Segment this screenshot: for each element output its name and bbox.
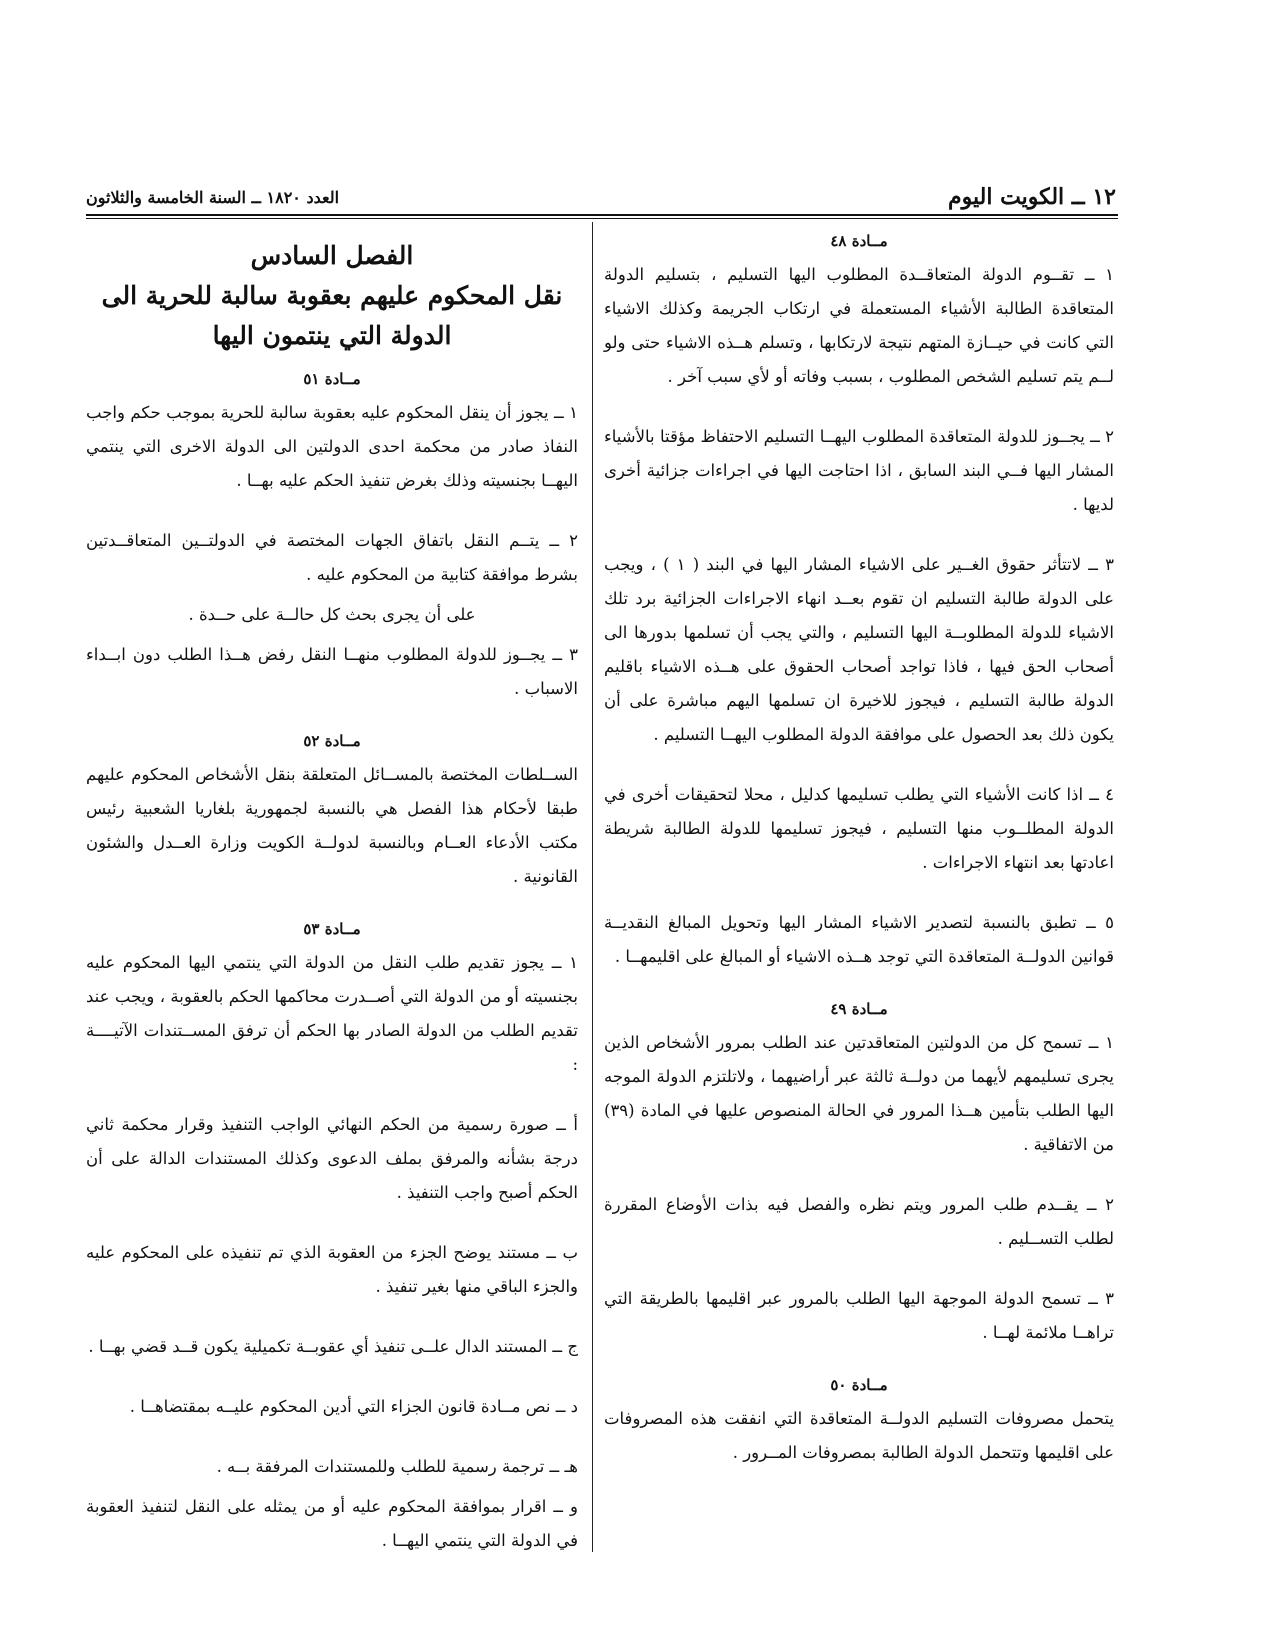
- paragraph: أ ــ صورة رسمية من الحكم النهائي الواجب التنفيذ وقرار محكمة ثاني درجة بشأنه والمرفق بملف الدعوى وكذلك المستندات الدالة على أن الحكم أصبح واجب التنفيذ .: [86, 1115, 578, 1202]
- left-column-body: [86, 370, 578, 1558]
- paragraph: ٢ ــ يجــوز للدولة المتعاقدة المطلوب اليهــا التسليم الاحتفاظ مؤقتا بالأشياء المشار اليها فــي البند السابق ، اذا احتاجت اليها في اجراءات جزائية أخرى لديها .: [604, 427, 1114, 514]
- chapter-title: الفصل السادس: [250, 241, 414, 270]
- paragraph: ٣ ــ يجــوز للدولة المطلوب منهــا النقل رفض هــذا الطلب دون ابــداء الاسباب .: [86, 645, 578, 698]
- paragraph: ١ ــ تقــوم الدولة المتعاقــدة المطلوب اليها التسليم ، بتسليم الدولة المتعاقدة الطالبة الأشياء المستعملة في ارتكاب الجريمة وكذلك الاشياء التي كانت في حيــازة المتهم نتيجة لارتكابها ، وتسلم هــذه الاشياء حتى ولو لــم يتم تسليم الشخص المطلوب ، بسبب وفاته أو لأي سبب آخر .: [604, 265, 1114, 386]
- left-column: [86, 236, 578, 1564]
- article-heading: مــادة ٤٩: [830, 1000, 888, 1018]
- paragraph: ١ ــ يجوز أن ينقل المحكوم عليه بعقوبة سالبة للحرية بموجب حكم واجب النفاذ صادر من محكمة احدى الدولتين الى الدولة الاخرى التي ينتمي اليهــا بجنسيته وذلك بغرض تنفيذ الحكم عليه بهــا .: [86, 403, 578, 490]
- issue-info: العدد ١٨٢٠ ــ السنة الخامسة والثلاثون: [86, 188, 340, 207]
- paragraph: هـ ــ ترجمة رسمية للطلب وللمستندات المرفقة بــه .: [216, 1457, 578, 1476]
- page-header: [86, 184, 1116, 214]
- paragraph: ٣ ــ تسمح الدولة الموجهة اليها الطلب بالمرور عبر اقليمها بالطريقة التي تراهــا ملائمة لهــا .: [604, 1289, 1114, 1342]
- paragraph: ١ ــ تسمح كل من الدولتين المتعاقدتين عند الطلب بمرور الأشخاص الذين يجرى تسليمهم لأيهما من دولــة ثالثة عبر أراضيهما ، ولاتلتزم الدولة الموجه اليها الطلب بتأمين هــذا المرور في الحالة المنصوص عليها في المادة (٣٩) من الاتفاقية .: [604, 1033, 1114, 1154]
- paragraph: ٥ ــ تطبق بالنسبة لتصدير الاشياء المشار اليها وتحويل المبالغ النقديــة قوانين الدولــة المتعاقدة التي توجد هــذه الاشياء أو المبالغ على اقليمهــا .: [604, 913, 1114, 966]
- paragraph: ج ــ المستند الدال علــى تنفيذ أي عقوبــة تكميلية يكون قــد قضي بهــا .: [88, 1337, 578, 1356]
- article-heading: مــادة ٤٨: [830, 232, 888, 250]
- article-heading: مــادة ٥١: [303, 370, 361, 388]
- paragraph: ٢ ــ يقــدم طلب المرور ويتم نظره والفصل فيه بذات الأوضاع المقررة لطلب التســليم .: [604, 1195, 1114, 1248]
- article-heading: مــادة ٥٢: [303, 732, 361, 750]
- paragraph: يتحمل مصروفات التسليم الدولــة المتعاقدة التي انفقت هذه المصروفات على اقليمها وتتحمل الدولة الطالبة بمصروفات المــرور .: [604, 1409, 1114, 1462]
- page-title: ١٢ ــ الكويت اليوم: [947, 184, 1116, 210]
- paragraph: و ــ اقرار بموافقة المحكوم عليه أو من يمثله على النقل لتنفيذ العقوبة في الدولة التي ينتمي اليهــا .: [86, 1497, 578, 1550]
- paragraph: على أن يجرى بحث كل حالــة على حــدة .: [188, 605, 476, 624]
- paragraph: د ــ نص مــادة قانون الجزاء التي أدين المحكوم عليــه بمقتضاهــا .: [129, 1397, 578, 1416]
- article-heading: مــادة ٥٠: [830, 1376, 888, 1394]
- article-heading: مــادة ٥٣: [303, 920, 361, 938]
- paragraph: ب ــ مستند يوضح الجزء من العقوبة الذي تم تنفيذه على المحكوم عليه والجزء الباقي منها بغير تنفيذ .: [86, 1243, 578, 1296]
- paragraph: ٣ ــ لاتتأثر حقوق الغــير على الاشياء المشار اليها في البند ( ١ ) ، ويجب على الدولة طالبة التسليم ان تقوم بعــد انهاء الاجراءات الجزائية برد تلك الاشياء للدولة المطلوبــة اليها التسليم ، والتي يجب أن تسلمها بدورها الى أصحاب الحق فيها ، فاذا تواجد أصحاب الحقوق على هــذه الاشياء باقليم الدولة طالبة التسليم ، فيجوز للاخيرة ان تسلمها اليهم مباشرة على أن يكون ذلك بعد الحصول على موافقة الدولة المطلوب اليهــا التسليم .: [604, 555, 1114, 744]
- column-divider: [592, 222, 593, 1552]
- chapter-subtitle: نقل المحكوم عليهم بعقوبة سالبة للحرية الى الدولة التي ينتمون اليها: [101, 281, 563, 350]
- header-rule: [86, 214, 1118, 219]
- paragraph: ٢ ــ يتــم النقل باتفاق الجهات المختصة في الدولتــين المتعاقــدتين بشرط موافقة كتابية من المحكوم عليه .: [86, 531, 578, 584]
- paragraph: الســلطات المختصة بالمســائل المتعلقة بنقل الأشخاص المحكوم عليهم طبقا لأحكام هذا الفصل هي بالنسبة لجمهورية بلغاريا الشعبية رئيس مكتب الأدعاء العــام وبالنسبة لدولــة الكويت وزارة العــدل والشئون القانونية .: [86, 765, 578, 886]
- paragraph: ١ ــ يجوز تقديم طلب النقل من الدولة التي ينتمي اليها المحكوم عليه بجنسيته أو من الدولة التي أصــدرت محاكمها الحكم بالعقوبة ، ويجب عند تقديم الطلب من الدولة الصادر بها الحكم أن ترفق المســتندات الآتيــــة :: [86, 953, 578, 1074]
- right-column: [604, 232, 1114, 1496]
- paragraph: ٤ ــ اذا كانت الأشياء التي يطلب تسليمها كدليل ، محلا لتحقيقات أخرى في الدولة المطلــوب منها التسليم ، فيجوز تسليمها للدولة الطالبة شريطة اعادتها بعد انتهاء الاجراءات .: [604, 785, 1114, 872]
